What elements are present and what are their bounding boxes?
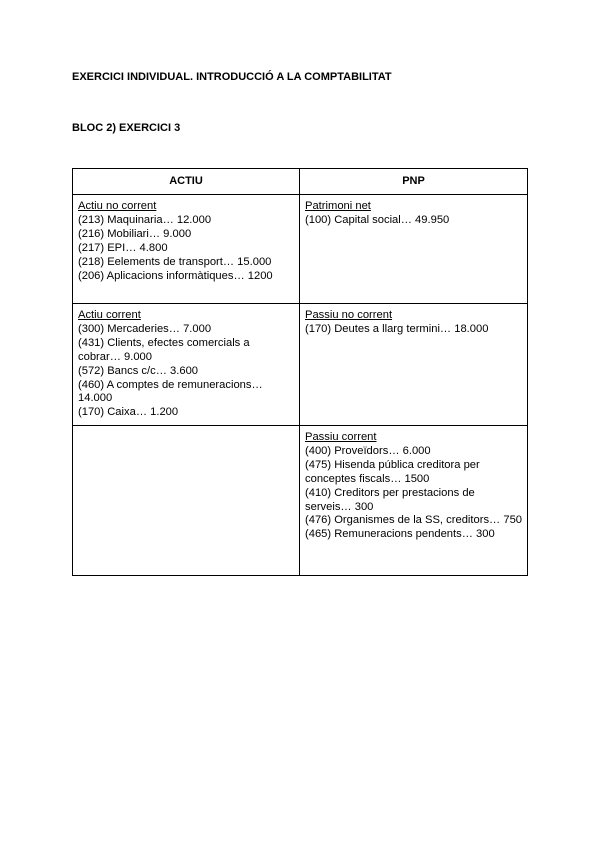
balance-sheet-table xyxy=(72,168,528,576)
account-line: (206) Aplicacions informàtiques… 1200 xyxy=(78,269,273,282)
account-line: (460) A comptes de remuneracions… 14.000 xyxy=(78,378,263,405)
cell-actiu-corrent xyxy=(73,304,300,426)
table-row xyxy=(73,195,528,304)
cell-empty xyxy=(73,426,300,576)
account-line: (400) Proveïdors… 6.000 xyxy=(305,444,431,457)
cell-patrimoni-net xyxy=(300,195,528,304)
account-line: (217) EPI… 4.800 xyxy=(78,241,168,254)
section-heading-patrimoni-net: Patrimoni net xyxy=(305,200,371,212)
header-actiu: ACTIU xyxy=(73,169,300,195)
block-title: BLOC 2) EXERCICI 3 xyxy=(72,122,181,134)
cell-passiu-corrent xyxy=(300,426,528,576)
account-line: (410) Creditors per prestacions de serveis… 300 xyxy=(305,486,475,513)
account-line: (572) Bancs c/c… 3.600 xyxy=(78,364,199,377)
account-line: (213) Maquinaria… 12.000 xyxy=(78,213,212,226)
header-pnp: PNP xyxy=(300,169,528,195)
section-heading-actiu-no-corrent: Actiu no corrent xyxy=(78,200,157,212)
table-row xyxy=(73,304,528,426)
cell-passiu-no-corrent xyxy=(300,304,528,426)
account-line: (170) Caixa… 1.200 xyxy=(78,406,179,419)
section-heading-actiu-corrent: Actiu corrent xyxy=(78,309,141,321)
section-heading-passiu-corrent: Passiu corrent xyxy=(305,431,377,443)
account-line: (100) Capital social… 49.950 xyxy=(305,213,450,226)
table-header-row xyxy=(73,169,528,195)
account-line: (170) Deutes a llarg termini… 18.000 xyxy=(305,322,489,335)
document-title: EXERCICI INDIVIDUAL. INTRODUCCIÓ A LA COMPTABILITAT xyxy=(72,71,392,83)
account-line: (431) Clients, efectes comercials a cobrar… 9.000 xyxy=(78,336,250,363)
table-row xyxy=(73,426,528,576)
cell-actiu-no-corrent xyxy=(73,195,300,304)
account-line: (218) Eelements de transport… 15.000 xyxy=(78,255,272,268)
account-line: (216) Mobiliari… 9.000 xyxy=(78,227,192,240)
account-line: (300) Mercaderies… 7.000 xyxy=(78,322,212,335)
account-line: (476) Organismes de la SS, creditors… 750 xyxy=(305,514,523,527)
account-line: (465) Remuneracions pendents… 300 xyxy=(305,528,495,541)
account-line: (475) Hisenda pública creditora per conceptes fiscals… 1500 xyxy=(305,458,480,485)
section-heading-passiu-no-corrent: Passiu no corrent xyxy=(305,309,393,321)
